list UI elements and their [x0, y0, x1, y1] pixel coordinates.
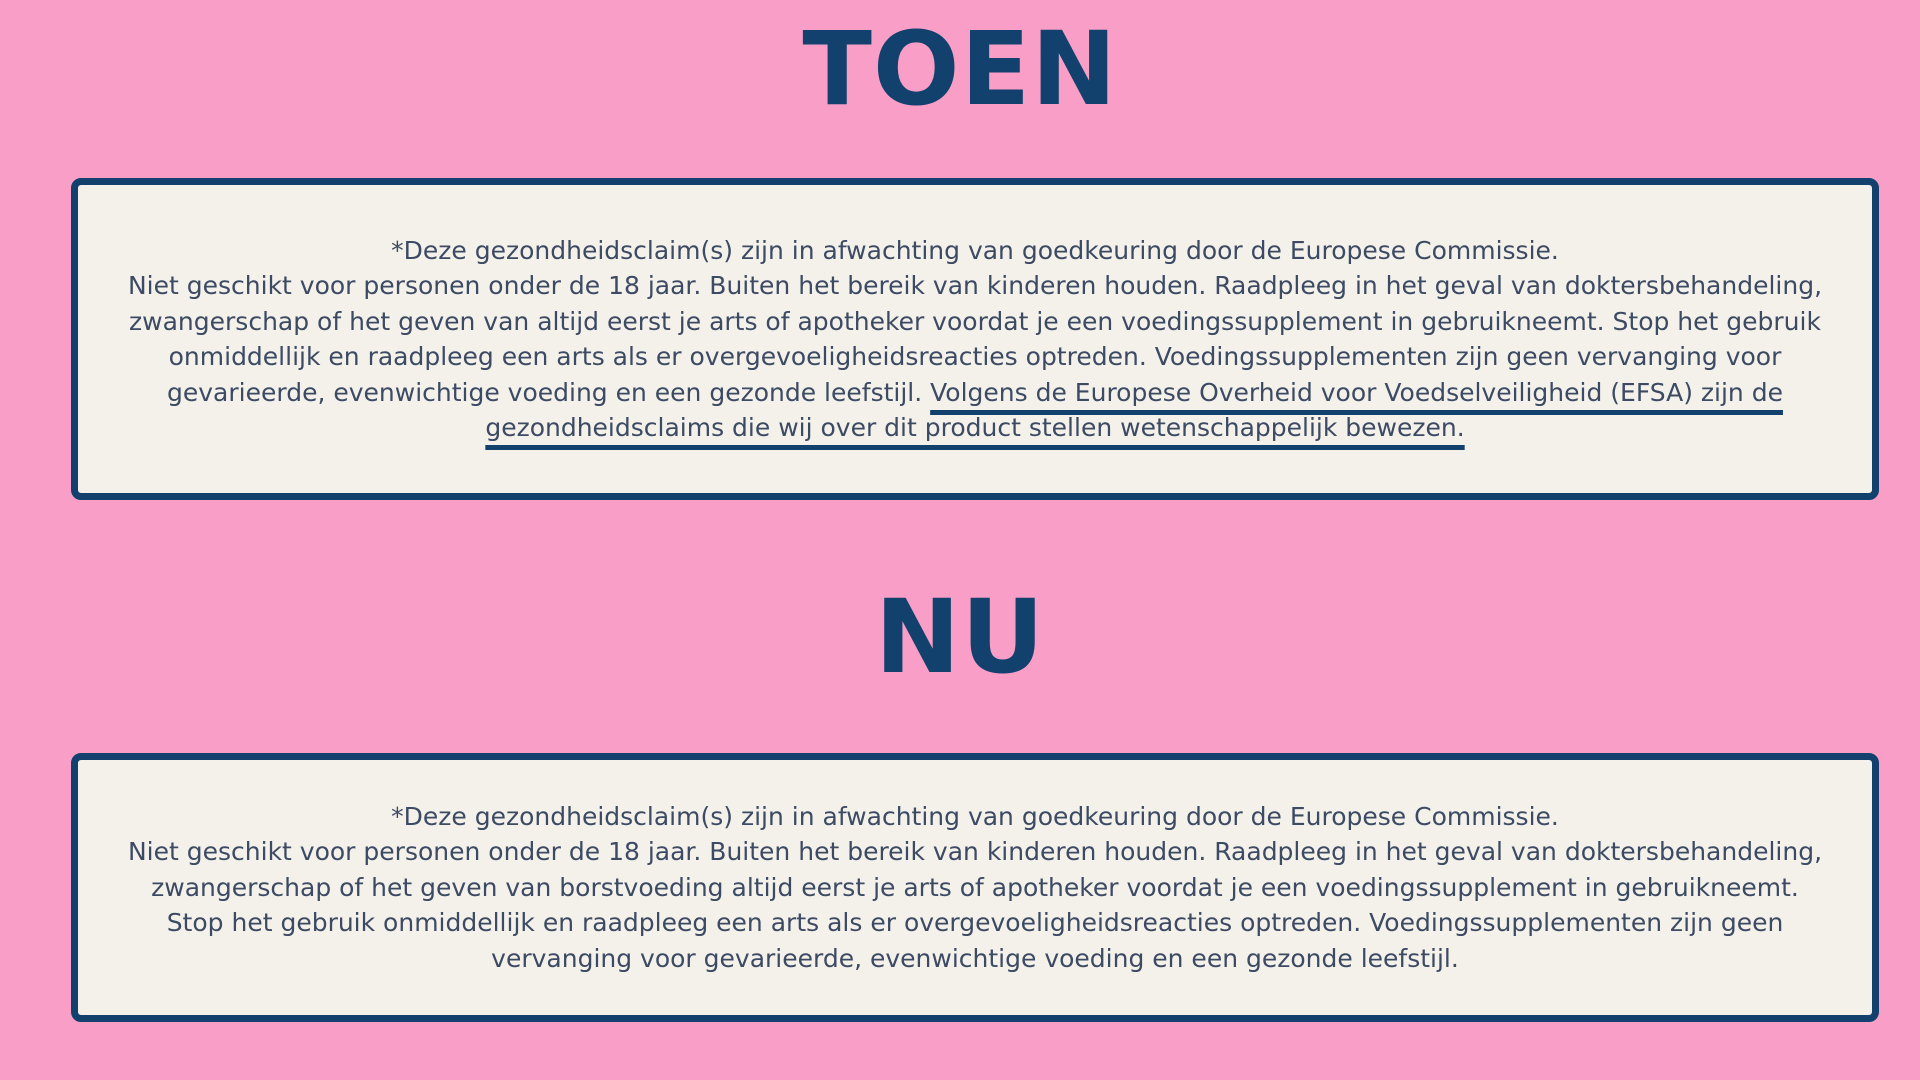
toen-disclaimer-approval-line: *Deze gezondheidsclaim(s) zijn in afwachting van goedkeuring door de Europese Commissie. — [391, 235, 1559, 265]
toen-heading: TOEN — [802, 10, 1118, 129]
toen-disclaimer-box — [71, 178, 1879, 500]
nu-heading: NU — [874, 578, 1046, 697]
toen-disclaimer-text — [105, 233, 1845, 446]
nu-disclaimer-box — [71, 753, 1879, 1022]
toen-disclaimer-body: Niet geschikt voor personen onder de 18 jaar. Buiten het bereik van kinderen houden. Raadpleeg in het geval van doktersbehandeling, zwangerschap of het geven van altijd eerst je arts of apotheker voordat je een voedingssupplement in gebruikneemt. Stop het gebruik onmiddellijk en raadpleeg een arts als er overgevoeligheidsreacties optreden. Voedingssupplementen zijn geen vervanging voor gevarieerde, evenwichtige voeding en een gezonde leefstijl. — [127, 271, 1823, 407]
toen-disclaimer-underlined-claim: Volgens de Europese Overheid voor Voedselveiligheid (EFSA) zijn de gezondheidsclaims die wij over dit product stellen wetenschappelijk bewezen. — [485, 377, 1783, 442]
nu-disclaimer-approval-line: *Deze gezondheidsclaim(s) zijn in afwachting van goedkeuring door de Europese Commissie. — [391, 801, 1559, 831]
nu-disclaimer-text — [105, 799, 1845, 977]
nu-disclaimer-body: Niet geschikt voor personen onder de 18 jaar. Buiten het bereik van kinderen houden. Raadpleeg in het geval van doktersbehandeling, zwangerschap of het geven van borstvoeding altijd eerst je arts of apotheker voordat je een voedingssupplement in gebruikneemt. Stop het gebruik onmiddellijk en raadpleeg een arts als er overgevoeligheidsreacties optreden. Voedingssupplementen zijn geen vervanging voor gevarieerde, evenwichtige voeding en een gezonde leefstijl. — [127, 837, 1823, 973]
